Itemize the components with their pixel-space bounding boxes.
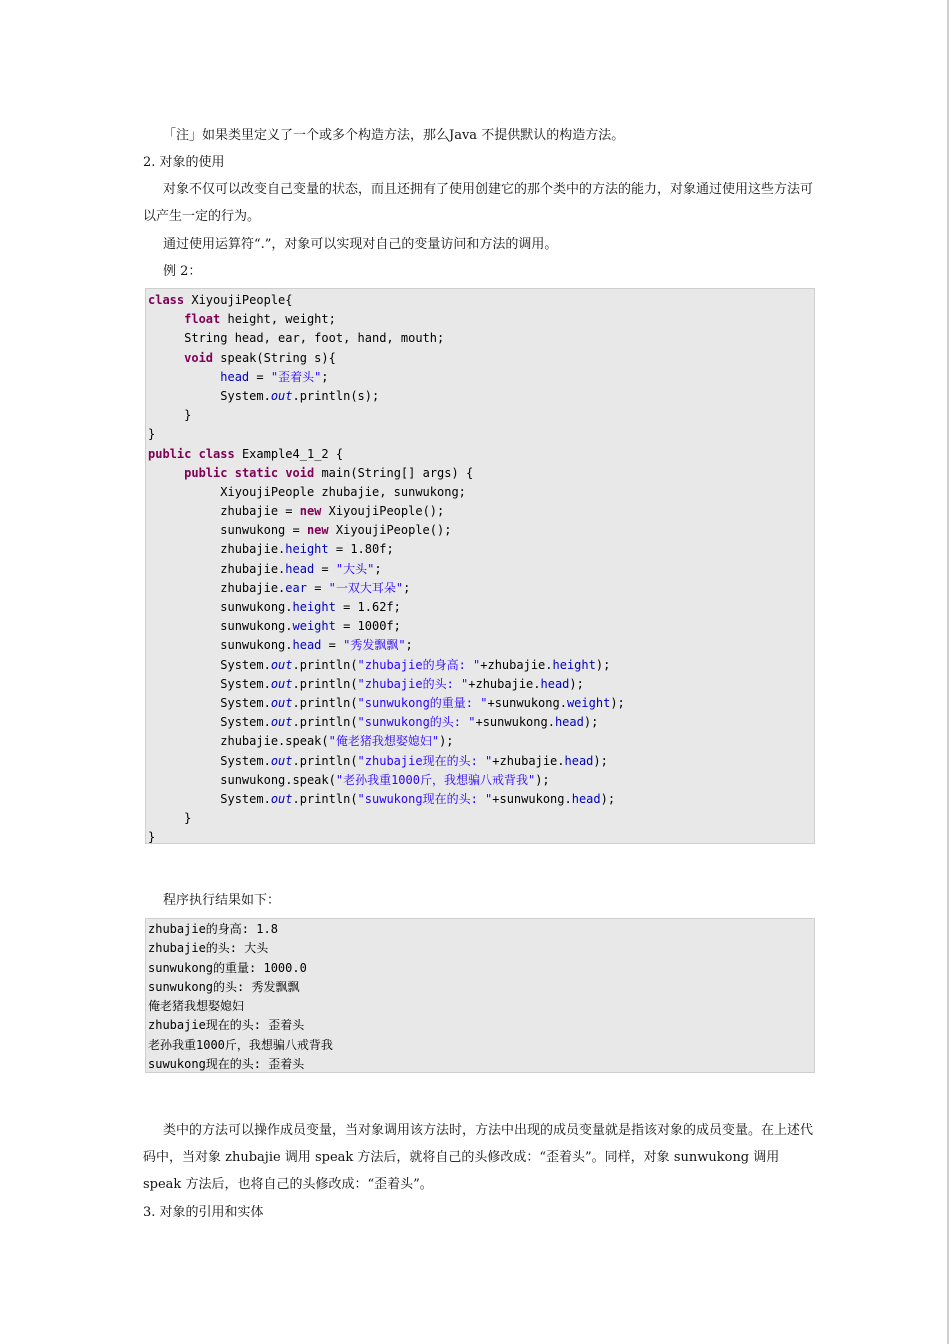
output-line: suwukong现在的头: 歪着头: [148, 1057, 305, 1072]
code-text: );: [569, 676, 584, 691]
code-line: [146, 752, 814, 771]
page-edge: [947, 0, 949, 1344]
code-text: zhubajie.: [220, 561, 286, 576]
code-string: "zhubajie现在的头: ": [357, 753, 493, 768]
result-label: 程序执行结果如下：: [163, 893, 281, 908]
code-text: sunwukong.: [220, 600, 293, 614]
paragraph-3: 类中的方法可以操作成员变量，当对象调用该方法时，方法中出现的成员变量就是指该对象的成员变量。在上述代码中，当对象 zhubajie 调用 speak 方法后，就将自己的头修改成：“歪着头”。同样，对象 sunwukong 调用 speak 方法后，也将自己的头修改成：“歪着头”。: [143, 1123, 814, 1192]
code-line: [146, 310, 814, 329]
code-text: zhubajie =: [220, 504, 300, 519]
code-line: [146, 502, 814, 521]
code-static-field: out: [270, 753, 293, 768]
code-text: = 1.80f;: [328, 542, 394, 557]
code-string: "俺老猪我想娶媳妇": [328, 734, 440, 749]
code-keyword: float: [184, 312, 221, 327]
code-field: weight: [292, 619, 336, 634]
code-field: ear: [285, 580, 307, 595]
code-line: [146, 675, 814, 694]
code-line: [146, 598, 814, 617]
code-text: ;: [403, 580, 411, 595]
code-text: +sunwukong.: [475, 715, 555, 730]
code-text: );: [593, 753, 608, 768]
code-string: "一双大耳朵": [328, 580, 404, 595]
code-text: }: [184, 408, 192, 423]
code-text: zhubajie.: [220, 542, 286, 557]
code-text: System.: [220, 695, 271, 710]
output-line: zhubajie的头: 大头: [148, 941, 269, 956]
code-text: );: [535, 772, 550, 787]
code-text: =: [249, 369, 271, 384]
code-static-field: out: [270, 695, 293, 710]
output-line: zhubajie现在的头: 歪着头: [148, 1018, 305, 1033]
code-keyword: class: [198, 446, 235, 461]
code-text: );: [439, 734, 454, 749]
output-line: sunwukong的重量: 1000.0: [148, 960, 307, 975]
code-keyword: public: [148, 446, 192, 461]
code-text: .println(s);: [292, 388, 380, 403]
code-line: [146, 617, 814, 636]
paragraph-2: 通过使用运算符“.”，对象可以实现对自己的变量访问和方法的调用。: [163, 237, 558, 252]
section-heading-2: 2. 对象的使用: [143, 155, 225, 170]
code-line: [146, 483, 814, 502]
code-field: height: [292, 600, 336, 614]
code-line: [146, 540, 814, 559]
code-string: "老孙我重1000斤，我想骗八戒背我": [335, 772, 536, 787]
code-line: [146, 464, 814, 483]
code-line: [146, 406, 814, 425]
code-text: =: [306, 580, 329, 595]
code-static-field: out: [270, 676, 293, 691]
code-text: String head, ear, foot, hand, mouth;: [184, 331, 445, 346]
code-text: +zhubajie.: [468, 676, 541, 691]
code-line: [146, 368, 814, 387]
code-text: System.: [220, 388, 271, 403]
code-keyword: void: [285, 465, 315, 480]
code-text: .println(: [292, 657, 358, 672]
code-line: [146, 445, 814, 464]
code-text: +zhubajie.: [480, 657, 553, 672]
code-line: [146, 713, 814, 732]
code-text: );: [595, 657, 611, 672]
code-text: +zhubajie.: [492, 753, 565, 768]
code-text: ;: [321, 369, 329, 384]
code-static-field: out: [270, 657, 293, 672]
code-text: .println(: [292, 676, 358, 691]
code-keyword: new: [299, 504, 322, 519]
code-text: }: [148, 830, 156, 845]
code-line: [146, 329, 814, 348]
code-static-field: out: [270, 715, 293, 730]
code-keyword: new: [306, 523, 329, 538]
code-string: "歪着头": [270, 369, 322, 384]
code-text: System.: [220, 715, 271, 730]
code-line: [146, 521, 814, 540]
code-text: Example4_1_2 {: [241, 446, 344, 461]
code-text: +sunwukong.: [492, 791, 572, 806]
code-listing: [145, 288, 815, 844]
code-field: head: [554, 715, 584, 730]
code-line: [146, 790, 814, 809]
code-field: height: [285, 542, 329, 557]
code-text: );: [583, 715, 599, 730]
code-line: [146, 636, 814, 655]
code-line: [146, 560, 814, 579]
code-string: "zhubajie的头: ": [357, 676, 469, 691]
code-field: head: [540, 676, 570, 691]
code-text: sunwukong.: [220, 619, 293, 634]
code-line: [146, 694, 814, 713]
code-text: XiyoujiPeople();: [321, 504, 445, 519]
code-text: XiyoujiPeople{: [191, 293, 293, 307]
code-field: weight: [566, 695, 611, 710]
code-text: =: [314, 561, 336, 576]
code-field: head: [571, 791, 601, 806]
code-text: ;: [405, 638, 413, 653]
code-text: +sunwukong.: [487, 695, 567, 710]
code-line: [146, 656, 814, 675]
code-text: .println(: [292, 715, 358, 730]
code-text: = 1000f;: [335, 619, 401, 634]
code-text: sunwukong.speak(: [220, 772, 336, 787]
output-line: zhubajie的身高: 1.8: [148, 922, 278, 936]
code-field: head: [292, 638, 322, 653]
code-text: System.: [220, 676, 271, 691]
output-line: sunwukong的头: 秀发飘飘: [148, 979, 300, 994]
code-line: [146, 579, 814, 598]
output-line: 俺老猪我想娶媳妇: [148, 999, 245, 1014]
code-line: [146, 732, 814, 751]
code-static-field: out: [270, 388, 293, 403]
code-string: "zhubajie的身高: ": [357, 657, 481, 672]
program-output: [145, 918, 815, 1073]
note-paragraph: 「注」如果类里定义了一个或多个构造方法，那么Java 不提供默认的构造方法。: [163, 128, 625, 143]
code-text: height, weight;: [227, 312, 336, 327]
output-line: 老孙我重1000斤，我想骗八戒背我: [148, 1037, 333, 1052]
code-line: [146, 425, 814, 444]
code-text: ;: [374, 561, 382, 576]
code-keyword: static: [234, 465, 279, 480]
code-text: sunwukong =: [220, 523, 307, 538]
code-line: [146, 387, 814, 406]
code-text: XiyoujiPeople();: [328, 523, 452, 538]
paragraph-1: 对象不仅可以改变自己变量的状态，而且还拥有了使用创建它的那个类中的方法的能力，对象通过使用这些方法可以产生一定的行为。: [143, 182, 814, 224]
code-text: main(String[] args) {: [321, 465, 474, 480]
code-text: =: [321, 638, 344, 653]
code-line: [146, 291, 814, 310]
code-text: }: [184, 811, 192, 826]
code-string: "大头": [335, 561, 375, 576]
code-field: head: [220, 369, 250, 384]
code-line: [146, 809, 814, 828]
code-text: );: [600, 791, 616, 806]
code-text: .println(: [292, 753, 358, 768]
code-text: System.: [220, 791, 271, 806]
code-text: zhubajie.speak(: [220, 734, 329, 749]
example-label: 例 2：: [163, 264, 202, 279]
code-string: "sunwukong的重量: ": [357, 695, 488, 710]
code-text: System.: [220, 657, 271, 672]
code-text: System.: [220, 753, 271, 768]
code-text: .println(: [292, 791, 358, 806]
code-text: zhubajie.: [220, 580, 286, 595]
code-keyword: void: [184, 350, 214, 365]
code-static-field: out: [270, 791, 293, 806]
code-line: [146, 349, 814, 368]
code-string: "sunwukong的头: ": [357, 715, 476, 730]
code-text: );: [610, 695, 625, 710]
code-text: .println(: [292, 695, 358, 710]
code-keyword: class: [148, 293, 185, 307]
code-line: [146, 828, 814, 847]
code-text: }: [148, 427, 156, 442]
code-keyword: public: [184, 465, 228, 480]
code-string: "suwukong现在的头: ": [357, 791, 493, 806]
code-field: head: [564, 753, 594, 768]
section-heading-3: 3. 对象的引用和实体: [143, 1205, 264, 1220]
code-text: XiyoujiPeople zhubajie, sunwukong;: [220, 484, 466, 499]
code-string: "秀发飘飘": [343, 638, 406, 653]
code-field: head: [285, 561, 315, 576]
code-text: speak(String s){: [220, 350, 336, 365]
code-field: height: [552, 657, 596, 672]
code-text: = 1.62f;: [335, 600, 401, 614]
code-text: sunwukong.: [220, 638, 293, 653]
code-line: [146, 771, 814, 790]
